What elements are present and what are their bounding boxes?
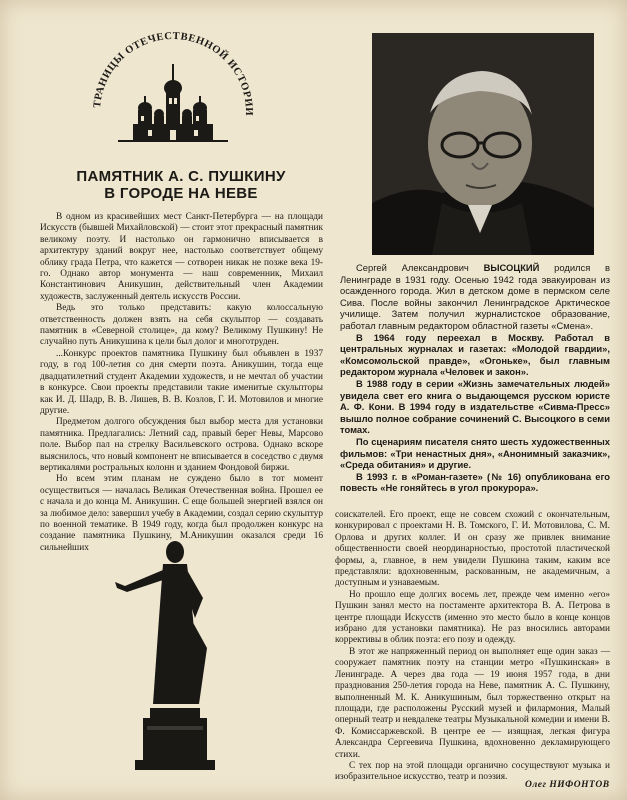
article-paragraph: С тех пор на этой площади органично сосуществуют музыка и изобразительное искусство, театр и поэзия. xyxy=(335,760,610,783)
article-paragraph: Ведь это только представить: какую колоссальную ответственность должен взять на себя скульптор — создавать памятник в «Северной столице», да кому? Великому Пушкину! Не случайно путь Аникушина к цели был долог и многотруден. xyxy=(40,303,323,348)
portrait-photo-icon xyxy=(372,33,594,255)
bio-surname: ВЫСОЦКИЙ xyxy=(483,262,540,273)
bio-intro xyxy=(340,262,610,332)
emblem-arc-text: ТРАНИЦЫ ОТЕЧЕСТВЕННОЙ ИСТОРИИ xyxy=(92,30,255,117)
signature-text: Олег НИФОНТОВ xyxy=(525,780,610,790)
bio-intro-text: родился в Ленинграде в 1931 году. Осенью 1942 года эвакуирован из осажденного города. Жил в детском доме в пермском селе Сива. После войны закончил Ленинградское Арктическое училище. Затем получил журналистское образование, работал главным редактором областной газеты «Смена». xyxy=(340,262,610,331)
article-paragraph: В одном из красивейших мест Санкт-Петербурга — на площади Искусств (бывшей Михайловской) — стоит этот прекрасный памятник великому поэту. И настолько он гармонично вписывается в архитектуру зданий вокруг нее, настолько соответствует общему облику града Петра, что кажется — сотворен никак не позже века 19-го. Однако автор монумента — наш современник, Михаил Константинович Аникушин, действительный член Академии художеств, заслуженный деятель искусств России. xyxy=(40,212,323,302)
author-portrait xyxy=(372,33,594,255)
article-title xyxy=(40,168,322,202)
bio-paragraph: В 1964 году переехал в Москву. Работал в центральных журналах и газетах: «Молодой гвардии», «Комсомольской правде», «Огоньке», был главным редактором журнала «Человек и закон». xyxy=(340,331,610,378)
bio-paragraph: В 1988 году в серии «Жизнь замечательных людей» увидела свет его книга о выдающемся русском юристе А. Ф. Кони. В 1994 году в издательстве «Сивма-Пресс» вышло полное собрание сочинений С. Высоцкого в семи томах. xyxy=(340,377,610,436)
section-emblem xyxy=(78,12,268,152)
article-title-line-2: В ГОРОДЕ НА НЕВЕ xyxy=(104,185,258,202)
article-paragraph: Но всем этим планам не суждено было в тот момент осуществиться — началась Великая Отечественная война. Прошел ее с начала и до конца М. Аникушин. С еще большей энергией взялся он за любимое дело: завершил учебу в Академии, создал серию скульптур по военной тематике. В 1949 году, когда был продолжен конкурс на создание памятника Пушкину, М.Аникушин оказался среди 16 сильнейших xyxy=(40,474,323,553)
article-paragraph: В этот же напряженный период он выполняет еще один заказ — сооружает памятник поэту на станции метро «Пушкинская» в Ленинграде. А через два года — 19 июня 1957 года, в дни празднования 250-летия города на Неве, памятник А. С. Пушкину, выполненный М. К. Аникушиным, был торжественно открыт на площади, где расположены Русский музей и филармония, Малый оперный театр и невдалеке театры Музыкальной комедии и имени В. Ф. Комиссаржевской. В центре ее — изящная, легкая фигура Александра Сергеевича Пушкина, вдохновенно декламирующего стихи. xyxy=(335,646,610,760)
monument-icon xyxy=(95,508,235,773)
article-paragraph: Предметом долгого обсуждения был выбор места для установки памятника. Предлагались: Летний сад, правый берег Невы, Марсово поле. Выбор пал на стрелку Васильевского острова. Однако вскоре выяснилось, что новый компонент не вписывается в соседство с двумя вертикалями ростральных колонн и зданием Фондовой биржи. xyxy=(40,417,323,473)
pushkin-monument-photo xyxy=(95,508,235,773)
article-title-line-1: ПАМЯТНИК А. С. ПУШКИНУ xyxy=(76,168,286,185)
article-paragraph: ...Конкурс проектов памятника Пушкину был объявлен в 1937 году, в год 100-летия со дня смерти поэта. Аникушин, тогда еще двадцатилетний студент Академии художеств, и не мечтал об участии в конкурсе. Свои проекты представили такие именитые скульпторы как И. Д. Шадр, В. В. Лишев, В. В. Козлов, Г. И. Мотовилов и многие другие. xyxy=(40,348,323,416)
kremlin-emblem-icon xyxy=(78,12,268,152)
article-paragraph: соискателей. Его проект, еще не совсем схожий с окончательным, конкурировал с проектами Н. В. Томского, Г. И. Мотовилова, С. М. Орлова и других коллег. И он сразу же привлек внимание общественности своей неординарностью, простотой пластической формы, а, главное, в нем увидели Пушкина таким, каким все представляли: вдохновенным, раскованным, не академичным, а доступным и узнаваемым. xyxy=(335,510,610,589)
article-paragraph: Но прошло еще долгих восемь лет, прежде чем именно «его» Пушкин занял место на постаменте архитектора В. А. Петрова в центре площади Искусств (именно это место было в конце концов избрано для установки памятника). Не раз вносились авторами коррективы в облик поэта: его позу и одежду. xyxy=(335,589,610,646)
author-bio xyxy=(340,262,610,494)
article-body-right xyxy=(335,510,610,784)
bio-paragraph: По сценариям писателя снято шесть художественных фильмов: «Три ненастных дня», «Анонимный заказчик», «Среда обитания» и другие. xyxy=(340,435,610,471)
article-body-left xyxy=(40,212,323,554)
bio-name: Сергей Александрович xyxy=(356,262,469,273)
article-signature xyxy=(525,780,610,790)
bio-paragraph: В 1993 г. в «Роман-газете» (№ 16) опубликована его повесть «Не гоняйтесь в угол прокурора». xyxy=(340,470,610,494)
